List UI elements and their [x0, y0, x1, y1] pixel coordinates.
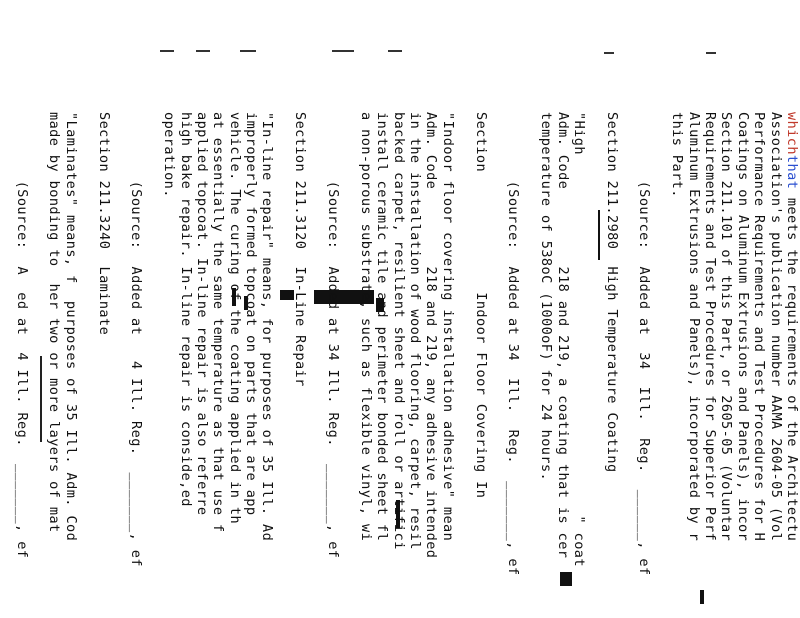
text-line: (Source: Added at 34 Ill. Reg. ______, ef	[636, 112, 653, 576]
text-line	[112, 112, 128, 612]
text-line	[341, 112, 357, 612]
text-line: Performance Requirements and Test Procedures for H	[751, 112, 768, 542]
scan-mark	[196, 50, 210, 52]
text-line: (Source: Added at 4 Ill. Reg. _______, ef	[128, 112, 145, 567]
line-text: meets the requirements of the Architectu	[784, 189, 800, 542]
text-line	[308, 112, 324, 612]
text-line: high bake repair. In-line repair is conside,ed	[177, 112, 194, 507]
scan-mark	[388, 50, 402, 52]
text-line: Coatings on Aluminum Extrusions and Panels), incor	[734, 112, 751, 542]
text-line	[521, 112, 537, 612]
text-line: this Part.	[669, 112, 686, 198]
text-line: applied topcoat. In-line repair is also referre	[193, 112, 210, 516]
text-line	[79, 112, 95, 612]
text-line: (Source: Added at 34 Ill. Reg. _______, ef	[325, 112, 342, 559]
text-line: "High " coat	[570, 112, 587, 567]
text-line: Aluminum Extrusions and Panels), incorporated by r	[685, 112, 702, 542]
strikethrough-word: which	[784, 112, 800, 155]
text-line: Section Indoor Floor Covering In	[472, 112, 489, 499]
text-line: (Source: Added at 34 Ill. Reg. _______, ef	[505, 112, 522, 576]
text-line: Section 211.3120 In-Line Repair	[292, 112, 309, 387]
text-line: Section 211.101 of this Part, or 2605-05 (Voluntar	[718, 112, 735, 542]
inserted-word: that	[784, 154, 800, 190]
scan-mark	[160, 50, 174, 52]
text-line: Adm. Code 218 and 219, any adhesive intended	[423, 112, 440, 559]
scan-mark	[604, 52, 614, 54]
text-line: temperature of 538oC (1000oF) for 24 hours.	[538, 112, 555, 482]
text-line	[0, 112, 13, 612]
text-line: in the installation of wood flooring, carpet, resil	[407, 112, 424, 550]
text-line: "Indoor floor covering installation adhesive" mean	[439, 112, 456, 542]
text-line: at essentially the same temperature as that use f	[210, 112, 227, 533]
scan-mark	[240, 50, 256, 52]
document-body	[0, 112, 800, 612]
text-line: (Source: A ed at 4 Ill. Reg. _______, ef	[13, 112, 30, 559]
text-line	[30, 112, 46, 612]
text-line: backed carpet, resilient sheet and roll or artifici	[390, 112, 407, 550]
text-line: improperly formed topcoat on parts that are app	[243, 112, 260, 516]
text-line: install ceramic tile and perimeter bonded sheet fl	[374, 112, 391, 542]
text-line	[587, 112, 603, 612]
text-line	[489, 112, 505, 612]
scan-mark	[706, 52, 716, 54]
text-line: "In-line repair" means, for purposes of 35 Ill. Ad	[259, 112, 276, 542]
text-line	[652, 112, 668, 612]
text-line: Section 211.3240 Laminate	[95, 112, 112, 336]
text-line	[456, 112, 472, 612]
text-line	[144, 112, 160, 612]
text-line: "Laminates" means, f purposes of 35 Ill. Adm. Cod	[62, 112, 79, 542]
text-line: Section 211.2980 High Temperature Coating	[603, 112, 620, 473]
text-line: Adm. Code 218 and 219, a coating that is cer	[554, 112, 571, 559]
text-line: operation.	[161, 112, 178, 198]
text-line: vehicle. The curing of the coating applied in th	[226, 112, 243, 525]
text-line: made by bonding to her two or more layers of mat	[46, 112, 63, 533]
text-line	[784, 112, 800, 612]
text-line: Association's publication number AAMA 2604-05 (Vol	[767, 112, 784, 542]
text-line	[620, 112, 636, 612]
text-line	[276, 112, 292, 612]
text-line: Requirements and Test Procedures for Superior Perf	[702, 112, 719, 542]
text-line: a non-porous substrate, such as flexible vinyl, wi	[357, 112, 374, 542]
scan-mark	[332, 50, 354, 52]
